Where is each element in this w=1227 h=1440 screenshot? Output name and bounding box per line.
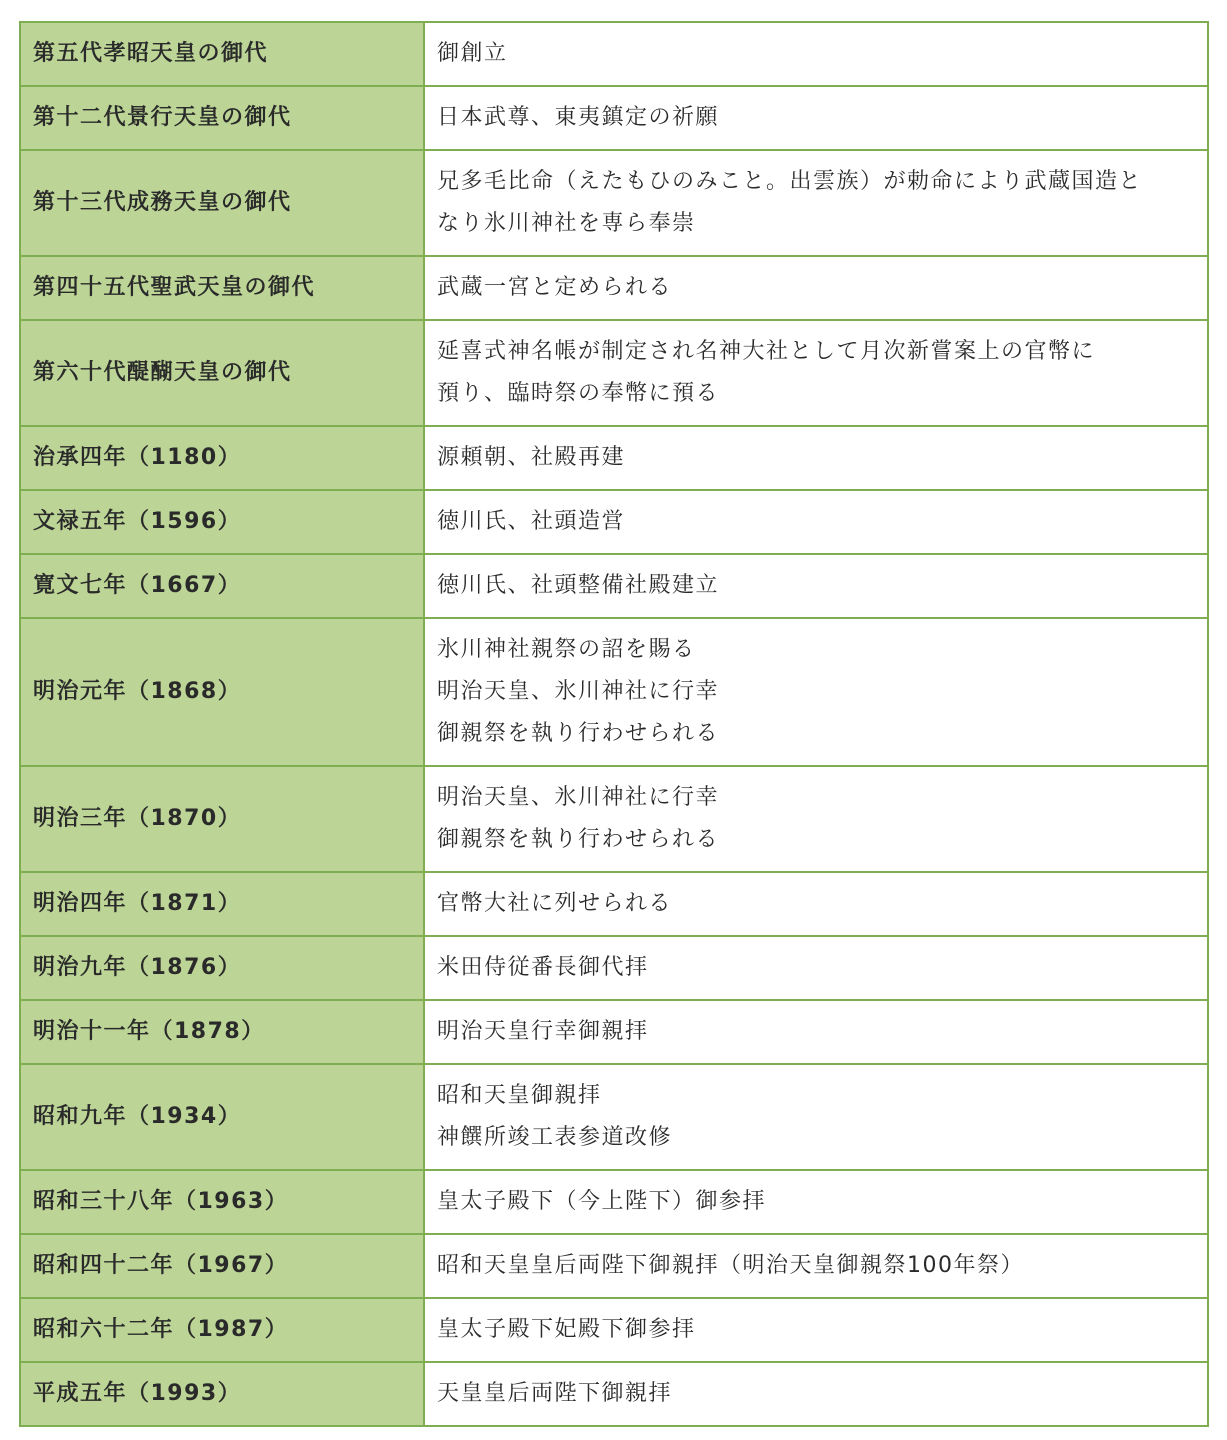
event-cell: [424, 490, 1208, 554]
era-cell: 文禄五年（1596）: [20, 490, 424, 554]
event-line: 武蔵一宮と定められる: [437, 275, 673, 300]
event-cell: [424, 872, 1208, 936]
era-cell: 平成五年（1993）: [20, 1362, 424, 1426]
event-line: 明治天皇、氷川神社に行幸: [437, 785, 720, 810]
event-line: 明治天皇、氷川神社に行幸: [437, 679, 720, 704]
era-cell: 昭和六十二年（1987）: [20, 1298, 424, 1362]
era-cell: 第六十代醍醐天皇の御代: [20, 320, 424, 426]
era-cell: 明治元年（1868）: [20, 618, 424, 766]
table-row: [20, 872, 1208, 936]
event-cell: [424, 554, 1208, 618]
event-line: 官幣大社に列せられる: [437, 891, 673, 916]
event-cell: [424, 22, 1208, 86]
table-row: [20, 490, 1208, 554]
table-row: [20, 1170, 1208, 1234]
era-cell: 明治三年（1870）: [20, 766, 424, 872]
event-line: 徳川氏、社頭整備社殿建立: [437, 573, 720, 598]
era-cell: 第五代孝昭天皇の御代: [20, 22, 424, 86]
event-line: 延喜式神名帳が制定され名神大社として月次新嘗案上の官幣に: [437, 339, 1096, 364]
era-cell: 第十三代成務天皇の御代: [20, 150, 424, 256]
event-line: 氷川神社親祭の詔を賜る: [437, 637, 696, 662]
table-row: [20, 1298, 1208, 1362]
event-line: 徳川氏、社頭造営: [437, 509, 626, 534]
table-row: [20, 150, 1208, 256]
event-line: 御創立: [437, 41, 508, 66]
event-line: 皇太子殿下（今上陛下）御参拝: [437, 1189, 767, 1214]
event-line: 昭和天皇皇后両陛下御親拝（明治天皇御親祭100年祭）: [437, 1253, 1024, 1278]
event-line: 天皇皇后両陛下御親拝: [437, 1381, 673, 1406]
history-table: [19, 21, 1209, 1427]
event-cell: [424, 1064, 1208, 1170]
event-cell: [424, 1362, 1208, 1426]
event-cell: [424, 426, 1208, 490]
event-cell: [424, 618, 1208, 766]
event-cell: [424, 320, 1208, 426]
event-line: 預り、臨時祭の奉幣に預る: [437, 381, 720, 406]
event-line: 神饌所竣工表参道改修: [437, 1125, 673, 1150]
event-cell: [424, 256, 1208, 320]
table-row: [20, 1234, 1208, 1298]
era-cell: 明治四年（1871）: [20, 872, 424, 936]
event-line: 明治天皇行幸御親拝: [437, 1019, 649, 1044]
event-line: 日本武尊、東夷鎮定の祈願: [437, 105, 720, 130]
era-cell: 第十二代景行天皇の御代: [20, 86, 424, 150]
era-cell: 寛文七年（1667）: [20, 554, 424, 618]
event-line: なり氷川神社を専ら奉崇: [437, 211, 696, 236]
event-cell: [424, 1170, 1208, 1234]
era-cell: 明治九年（1876）: [20, 936, 424, 1000]
table-row: [20, 936, 1208, 1000]
history-table-body: [20, 22, 1208, 1426]
event-cell: [424, 1234, 1208, 1298]
era-cell: 昭和三十八年（1963）: [20, 1170, 424, 1234]
table-row: [20, 1362, 1208, 1426]
event-line: 御親祭を執り行わせられる: [437, 827, 720, 852]
event-cell: [424, 766, 1208, 872]
event-line: 源頼朝、社殿再建: [437, 445, 626, 470]
event-cell: [424, 1000, 1208, 1064]
table-row: [20, 22, 1208, 86]
event-line: 皇太子殿下妃殿下御参拝: [437, 1317, 696, 1342]
table-row: [20, 1064, 1208, 1170]
event-line: 御親祭を執り行わせられる: [437, 721, 720, 746]
table-row: [20, 766, 1208, 872]
table-row: [20, 1000, 1208, 1064]
event-line: 米田侍従番長御代拝: [437, 955, 649, 980]
table-row: [20, 320, 1208, 426]
event-line: 昭和天皇御親拝: [437, 1083, 602, 1108]
table-row: [20, 618, 1208, 766]
era-cell: 明治十一年（1878）: [20, 1000, 424, 1064]
table-row: [20, 426, 1208, 490]
era-cell: 第四十五代聖武天皇の御代: [20, 256, 424, 320]
era-cell: 昭和九年（1934）: [20, 1064, 424, 1170]
table-row: [20, 554, 1208, 618]
event-cell: [424, 936, 1208, 1000]
table-row: [20, 86, 1208, 150]
event-cell: [424, 1298, 1208, 1362]
event-cell: [424, 86, 1208, 150]
event-line: 兄多毛比命（えたもひのみこと。出雲族）が勅命により武蔵国造と: [437, 169, 1143, 194]
event-cell: [424, 150, 1208, 256]
era-cell: 治承四年（1180）: [20, 426, 424, 490]
table-row: [20, 256, 1208, 320]
era-cell: 昭和四十二年（1967）: [20, 1234, 424, 1298]
